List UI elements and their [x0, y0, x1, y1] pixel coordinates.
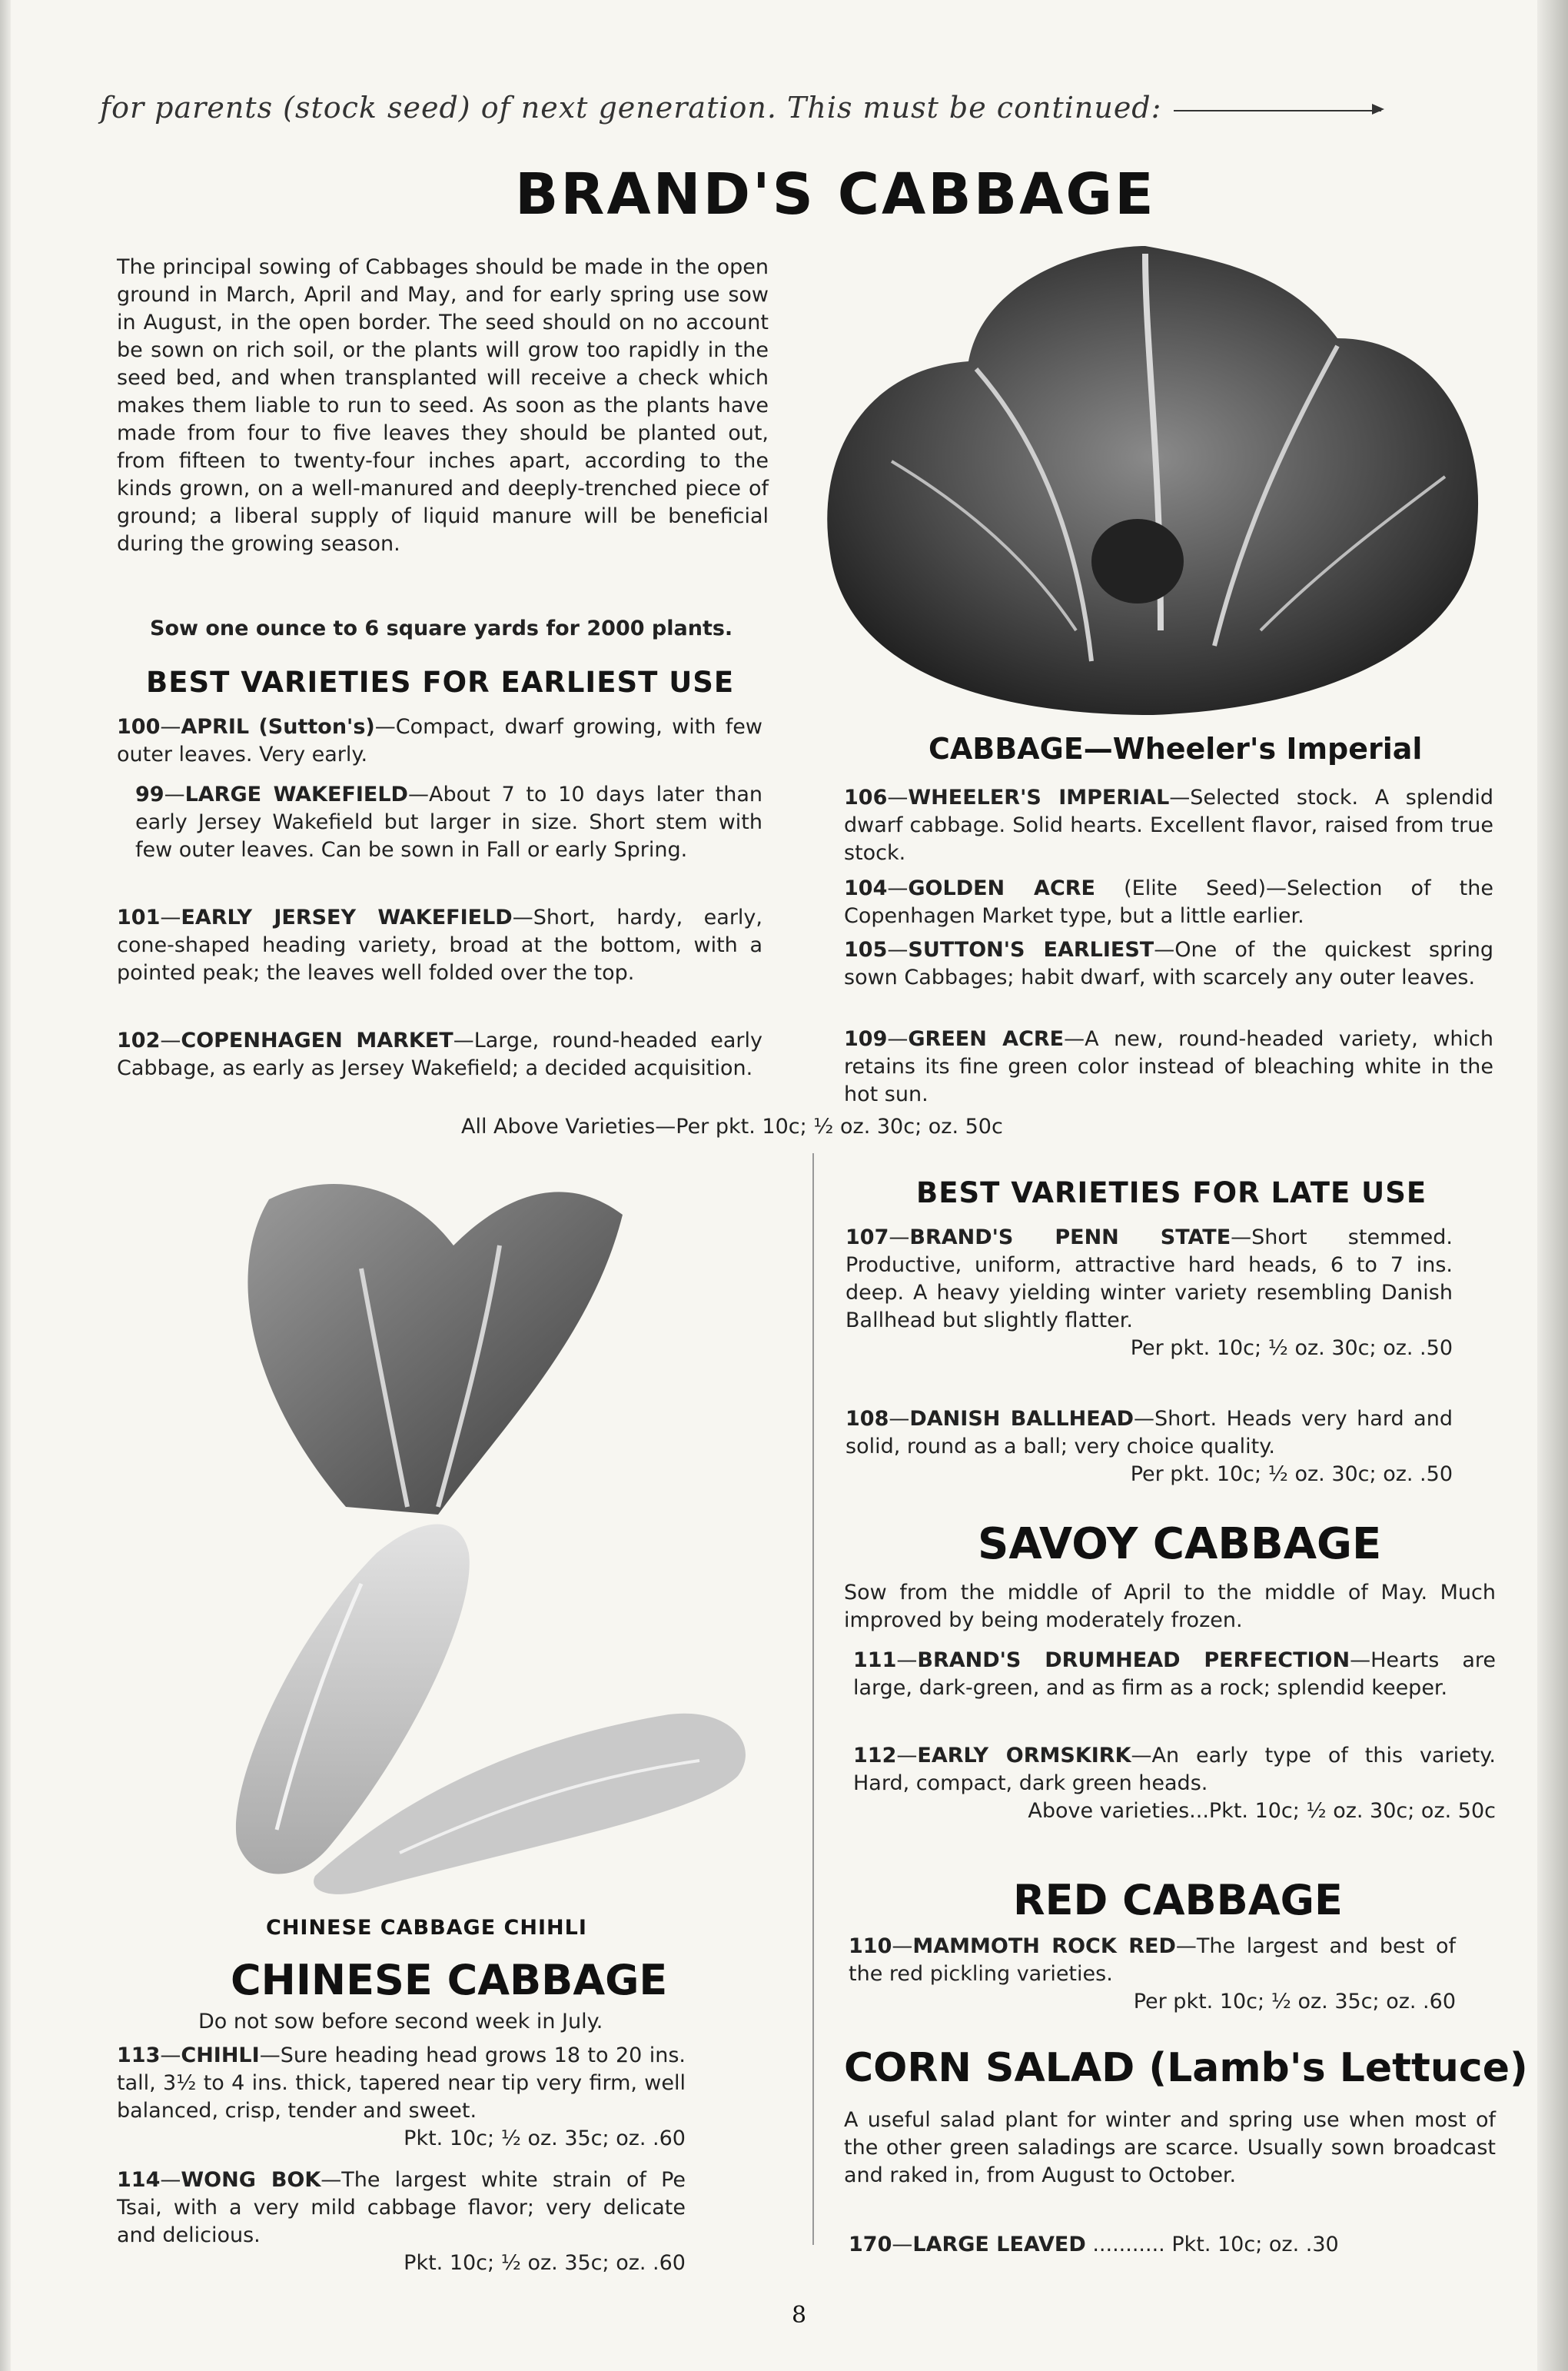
wheeler-caption: CABBAGE—Wheeler's Imperial: [929, 732, 1423, 766]
variety-name: DANISH BALLHEAD: [909, 1407, 1134, 1431]
variety-entry: 101—EARLY JERSEY WAKEFIELD—Short, hardy, early, cone-shaped heading variety, broad at the bottom, with a pointed peak; the leaves well folded over the top.: [117, 906, 762, 985]
page-title: BRAND'S CABBAGE: [515, 161, 1156, 228]
savoy-heading: SAVOY CABBAGE: [978, 1519, 1382, 1569]
page-number: 8: [792, 2302, 807, 2329]
variety-entry: 99—LARGE WAKEFIELD—About 7 to 10 days later than early Jersey Wakefield but larger in size. Short stem with few outer leaves. Can be sown in Fall or early Spring.: [135, 783, 762, 862]
variety-name: EARLY JERSEY WAKEFIELD: [181, 906, 513, 929]
variety-code: 102: [117, 1029, 161, 1052]
chinese-intro: Do not sow before second week in July.: [198, 2010, 603, 2033]
variety-entry: 111—BRAND'S DRUMHEAD PERFECTION—Hearts are large, dark-green, and as firm as a rock; splendid keeper.: [853, 1648, 1496, 1700]
variety-entry: 112—EARLY ORMSKIRK—An early type of this variety. Hard, compact, dark green heads. Above varieties...Pkt. 10c; ½ oz. 30c; oz. 50c: [853, 1742, 1496, 1825]
variety-entry: 170—LARGE LEAVED ........... Pkt. 10c; oz. .30: [849, 2233, 1339, 2256]
variety-price: Above varieties...Pkt. 10c; ½ oz. 30c; oz. 50c: [1028, 1799, 1496, 1823]
variety-code: 113: [117, 2043, 161, 2067]
variety-entry: 108—DANISH BALLHEAD—Short. Heads very hard and solid, round as a ball; very choice quality. Per pkt. 10c; ½ oz. 30c; oz. .50: [845, 1405, 1453, 1488]
variety-code: 106: [844, 786, 888, 810]
variety-entry: 113—CHIHLI—Sure heading head grows 18 to 20 ins. tall, 3½ to 4 ins. thick, tapered near tip very firm, well balanced, crisp, tender and sweet. Pkt. 10c; ½ oz. 35c; oz. .60: [117, 2042, 686, 2153]
variety-price: Per pkt. 10c; ½ oz. 30c; oz. .50: [1130, 1462, 1453, 1486]
variety-code: 170: [849, 2233, 892, 2256]
variety-code: 108: [845, 1407, 889, 1431]
sowing-note: Sow one ounce to 6 square yards for 2000 plants.: [150, 617, 733, 640]
variety-name: BRAND'S DRUMHEAD PERFECTION: [917, 1648, 1350, 1672]
variety-entry: 104—GOLDEN ACRE (Elite Seed)—Selection of the Copenhagen Market type, but a little earlier.: [844, 876, 1493, 928]
late-heading: BEST VARIETIES FOR LATE USE: [916, 1176, 1427, 1209]
variety-code: 101: [117, 906, 161, 929]
variety-name: APRIL: [181, 715, 250, 739]
variety-desc: Short, hardy, early, cone-shaped heading variety, broad at the bottom, with a pointed peak; the leaves well folded over the top.: [117, 906, 762, 985]
variety-desc: One of the quickest spring sown Cabbages; habit dwarf, with scarcely any outer leaves.: [844, 938, 1493, 989]
variety-code: 111: [853, 1648, 897, 1672]
variety-name: GREEN ACRE: [908, 1027, 1065, 1051]
variety-entry: 107—BRAND'S PENN STATE—Short stemmed. Productive, uniform, attractive hard heads, 6 to 7 ins. deep. A heavy yielding winter variety resembling Danish Ballhead but slightly flatter. Per pkt. 10c; ½ oz. 30c; oz. .50: [845, 1224, 1453, 1362]
variety-entry: 102—COPENHAGEN MARKET—Large, round-headed early Cabbage, as early as Jersey Wakefield; a decided acquisition.: [117, 1029, 762, 1080]
variety-code: 109: [844, 1027, 888, 1051]
header-note-text: for parents (stock seed) of next generation. This must be continued:: [100, 91, 1162, 125]
variety-entry: 100—APRIL (Sutton's)—Compact, dwarf growing, with few outer leaves. Very early.: [117, 715, 762, 767]
chinese-heading: CHINESE CABBAGE: [231, 1956, 668, 2004]
variety-source: (Elite Seed): [1124, 876, 1267, 900]
variety-desc: The largest white strain of Pe Tsai, with a very mild cabbage flavor; very delicate and delicious.: [117, 2168, 686, 2247]
variety-name: MAMMOTH ROCK RED: [912, 1934, 1176, 1958]
variety-code: 114: [117, 2168, 161, 2192]
corn-heading: CORN SALAD (Lamb's Lettuce): [844, 2045, 1528, 2091]
cabbage-photo: [799, 231, 1507, 723]
variety-entry: 114—WONG BOK—The largest white strain of Pe Tsai, with a very mild cabbage flavor; very delicate and delicious. Pkt. 10c; ½ oz. 35c; oz. .60: [117, 2166, 686, 2277]
variety-name: EARLY ORMSKIRK: [917, 1744, 1131, 1767]
arrow-right-icon: [1174, 110, 1381, 111]
variety-code: 105: [844, 938, 888, 962]
header-note: [100, 91, 1381, 125]
variety-price: Per pkt. 10c; ½ oz. 30c; oz. .50: [1130, 1336, 1453, 1360]
variety-code: 112: [853, 1744, 897, 1767]
scan-edge-right: [1537, 0, 1568, 2371]
variety-name: CHIHLI: [181, 2043, 260, 2067]
scan-edge-left: [0, 0, 11, 2371]
variety-name: WONG BOK: [181, 2168, 321, 2192]
savoy-intro: Sow from the middle of April to the middle of May. Much improved by being moderately frozen.: [844, 1581, 1496, 1632]
variety-desc: A new, round-headed variety, which retains its fine green color instead of bleaching white in the hot sun.: [844, 1027, 1493, 1106]
variety-name: SUTTON'S EARLIEST: [908, 938, 1154, 962]
early-heading: BEST VARIETIES FOR EARLIEST USE: [146, 666, 735, 699]
variety-code: 100: [117, 715, 161, 739]
variety-desc: Selected stock. A splendid dwarf cabbage. Solid hearts. Excellent flavor, raised from true stock.: [844, 786, 1493, 865]
variety-entry: 109—GREEN ACRE—A new, round-headed variety, which retains its fine green color instead of bleaching white in the hot sun.: [844, 1027, 1493, 1106]
variety-name: LARGE WAKEFIELD: [184, 783, 408, 806]
corn-intro: A useful salad plant for winter and spring use when most of the other green saladings are scarce. Usually sown broadcast and raked in, from August to October.: [844, 2108, 1496, 2187]
variety-desc: Hearts are large, dark-green, and as firm as a rock; splendid keeper.: [853, 1648, 1496, 1700]
variety-name: GOLDEN ACRE: [908, 876, 1096, 900]
variety-price: Pkt. 10c; ½ oz. 35c; oz. .60: [404, 2127, 686, 2150]
red-heading: RED CABBAGE: [1013, 1876, 1343, 1924]
variety-code: 104: [844, 876, 888, 900]
column-divider: [812, 1153, 814, 2245]
variety-desc: Sure heading head grows 18 to 20 ins. tall, 3½ to 4 ins. thick, tapered near tip very firm, well balanced, crisp, tender and sweet.: [117, 2043, 686, 2123]
variety-price: Pkt. 10c; ½ oz. 35c; oz. .60: [404, 2251, 686, 2275]
variety-name: BRAND'S PENN STATE: [909, 1225, 1231, 1249]
variety-code: 99: [135, 783, 164, 806]
variety-entry: 106—WHEELER'S IMPERIAL—Selected stock. A splendid dwarf cabbage. Solid hearts. Excellent flavor, raised from true stock.: [844, 786, 1493, 865]
variety-desc: An early type of this variety. Hard, compact, dark green heads.: [853, 1744, 1496, 1795]
variety-name: WHEELER'S IMPERIAL: [908, 786, 1170, 810]
variety-source: (Sutton's): [258, 715, 375, 739]
variety-code: 110: [849, 1934, 892, 1958]
variety-desc: About 7 to 10 days later than early Jersey Wakefield but larger in size. Short stem with few outer leaves. Can be sown in Fall or early Spring.: [135, 783, 762, 862]
variety-code: 107: [845, 1225, 889, 1249]
variety-entry: 110—MAMMOTH ROCK RED—The largest and best of the red pickling varieties. Per pkt. 10c; ½ oz. 35c; oz. .60: [849, 1933, 1456, 2016]
variety-desc: The largest and best of the red pickling varieties.: [849, 1934, 1456, 1986]
all-above-price: All Above Varieties—Per pkt. 10c; ½ oz. 30c; oz. 50c: [461, 1115, 1003, 1139]
variety-desc: Large, round-headed early Cabbage, as early as Jersey Wakefield; a decided acquisition.: [117, 1029, 762, 1080]
variety-name: COPENHAGEN MARKET: [181, 1029, 453, 1052]
variety-entry: 105—SUTTON'S EARLIEST—One of the quickest spring sown Cabbages; habit dwarf, with scarcely any outer leaves.: [844, 938, 1493, 989]
variety-desc: Short. Heads very hard and solid, round as a ball; very choice quality.: [845, 1407, 1453, 1458]
chinese-photo-caption: CHINESE CABBAGE CHIHLI: [266, 1916, 587, 1940]
variety-name: LARGE LEAVED: [912, 2233, 1086, 2256]
chinese-cabbage-photo: [131, 1153, 761, 1907]
variety-desc: Short stemmed. Productive, uniform, attractive hard heads, 6 to 7 ins. deep. A heavy yielding winter variety resembling Danish Ballhead but slightly flatter.: [845, 1225, 1453, 1332]
variety-price: Pkt. 10c; oz. .30: [1171, 2233, 1339, 2256]
variety-desc: Compact, dwarf growing, with few outer leaves. Very early.: [117, 715, 762, 767]
variety-desc: Selection of the Copenhagen Market type, but a little earlier.: [844, 876, 1493, 928]
intro-paragraph: The principal sowing of Cabbages should be made in the open ground in March, April and May, and for early spring use sow in August, in the open border. The seed should on no account be sown on rich soil, or the plants will grow too rapidly in the seed bed, and when transplanted will receive a check which makes them liable to run to seed. As soon as the plants have made from four to five leaves they should be planted out, from fifteen to twenty-four inches apart, according to the kinds grown, on a well-manured and deeply-trenched piece of ground; a liberal supply of liquid manure will be beneficial during the growing season.: [117, 255, 769, 556]
variety-price: Per pkt. 10c; ½ oz. 35c; oz. .60: [1133, 1990, 1456, 2014]
